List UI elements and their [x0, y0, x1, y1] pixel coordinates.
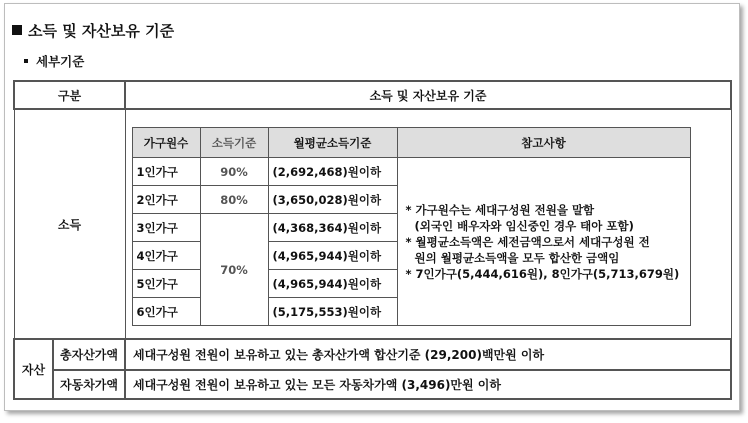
header-income-criterion: 소득기준 — [200, 128, 268, 158]
household-cell: 5인가구 — [132, 270, 200, 298]
asset-row — [14, 370, 731, 399]
household-cell: 4인가구 — [132, 242, 200, 270]
small-bullet-icon — [24, 59, 28, 63]
note-line: (외국인 배우자와 임신중인 경우 태아 포함) — [414, 218, 634, 233]
amount-cell: (4,965,944)원이하 — [268, 270, 397, 298]
household-cell: 1인가구 — [132, 158, 200, 186]
note-line: * 7인가구(5,444,616원), 8인가구(5,713,679원) — [405, 266, 680, 281]
criteria-header-row — [14, 81, 731, 109]
amount-cell: (2,692,468)원이하 — [268, 158, 397, 186]
subsection-title — [24, 52, 84, 70]
income-row — [14, 109, 731, 339]
asset-row — [14, 339, 731, 370]
header-criteria: 소득 및 자산보유 기준 — [125, 81, 731, 109]
subsection-title-text: 세부기준 — [36, 54, 85, 69]
asset-name: 총자산가액 — [53, 339, 125, 370]
income-label: 소득 — [14, 109, 125, 339]
square-bullet-icon — [12, 25, 22, 35]
amount-cell: (4,368,364)원이하 — [268, 214, 397, 242]
criterion-cell: 80% — [200, 186, 268, 214]
note-line: 원의 월평균소득액을 모두 합산한 금액임 — [414, 250, 620, 265]
amount-cell: (5,175,553)원이하 — [268, 298, 397, 326]
section-title — [12, 20, 174, 41]
income-cell — [125, 109, 731, 339]
income-table-header — [132, 128, 690, 158]
header-notes: 참고사항 — [397, 128, 690, 158]
income-table — [132, 127, 691, 326]
notes-cell — [397, 158, 690, 326]
section-title-text: 소득 및 자산보유 기준 — [28, 22, 175, 40]
header-monthly-income: 월평균소득기준 — [268, 128, 397, 158]
amount-cell: (3,650,028)원이하 — [268, 186, 397, 214]
header-category: 구분 — [14, 81, 125, 109]
asset-text: 세대구성원 전원이 보유하고 있는 총자산가액 합산기준 (29,200)백만원 이하 — [125, 339, 731, 370]
criterion-cell: 90% — [200, 158, 268, 186]
criteria-table — [13, 80, 732, 400]
header-household: 가구원수 — [132, 128, 200, 158]
household-cell: 2인가구 — [132, 186, 200, 214]
merged-criterion-cell: 70% — [200, 214, 268, 326]
asset-text: 세대구성원 전원이 보유하고 있는 모든 자동차가액 (3,496)만원 이하 — [125, 370, 731, 399]
household-cell: 6인가구 — [132, 298, 200, 326]
asset-name: 자동차가액 — [53, 370, 125, 399]
household-cell: 3인가구 — [132, 214, 200, 242]
note-line: * 월평균소득액은 세전금액으로서 세대구성원 전 — [405, 234, 650, 249]
assets-label: 자산 — [14, 339, 53, 399]
note-line: * 가구원수는 세대구성원 전원을 말함 — [405, 202, 595, 217]
amount-cell: (4,965,944)원이하 — [268, 242, 397, 270]
table-row — [132, 158, 690, 186]
